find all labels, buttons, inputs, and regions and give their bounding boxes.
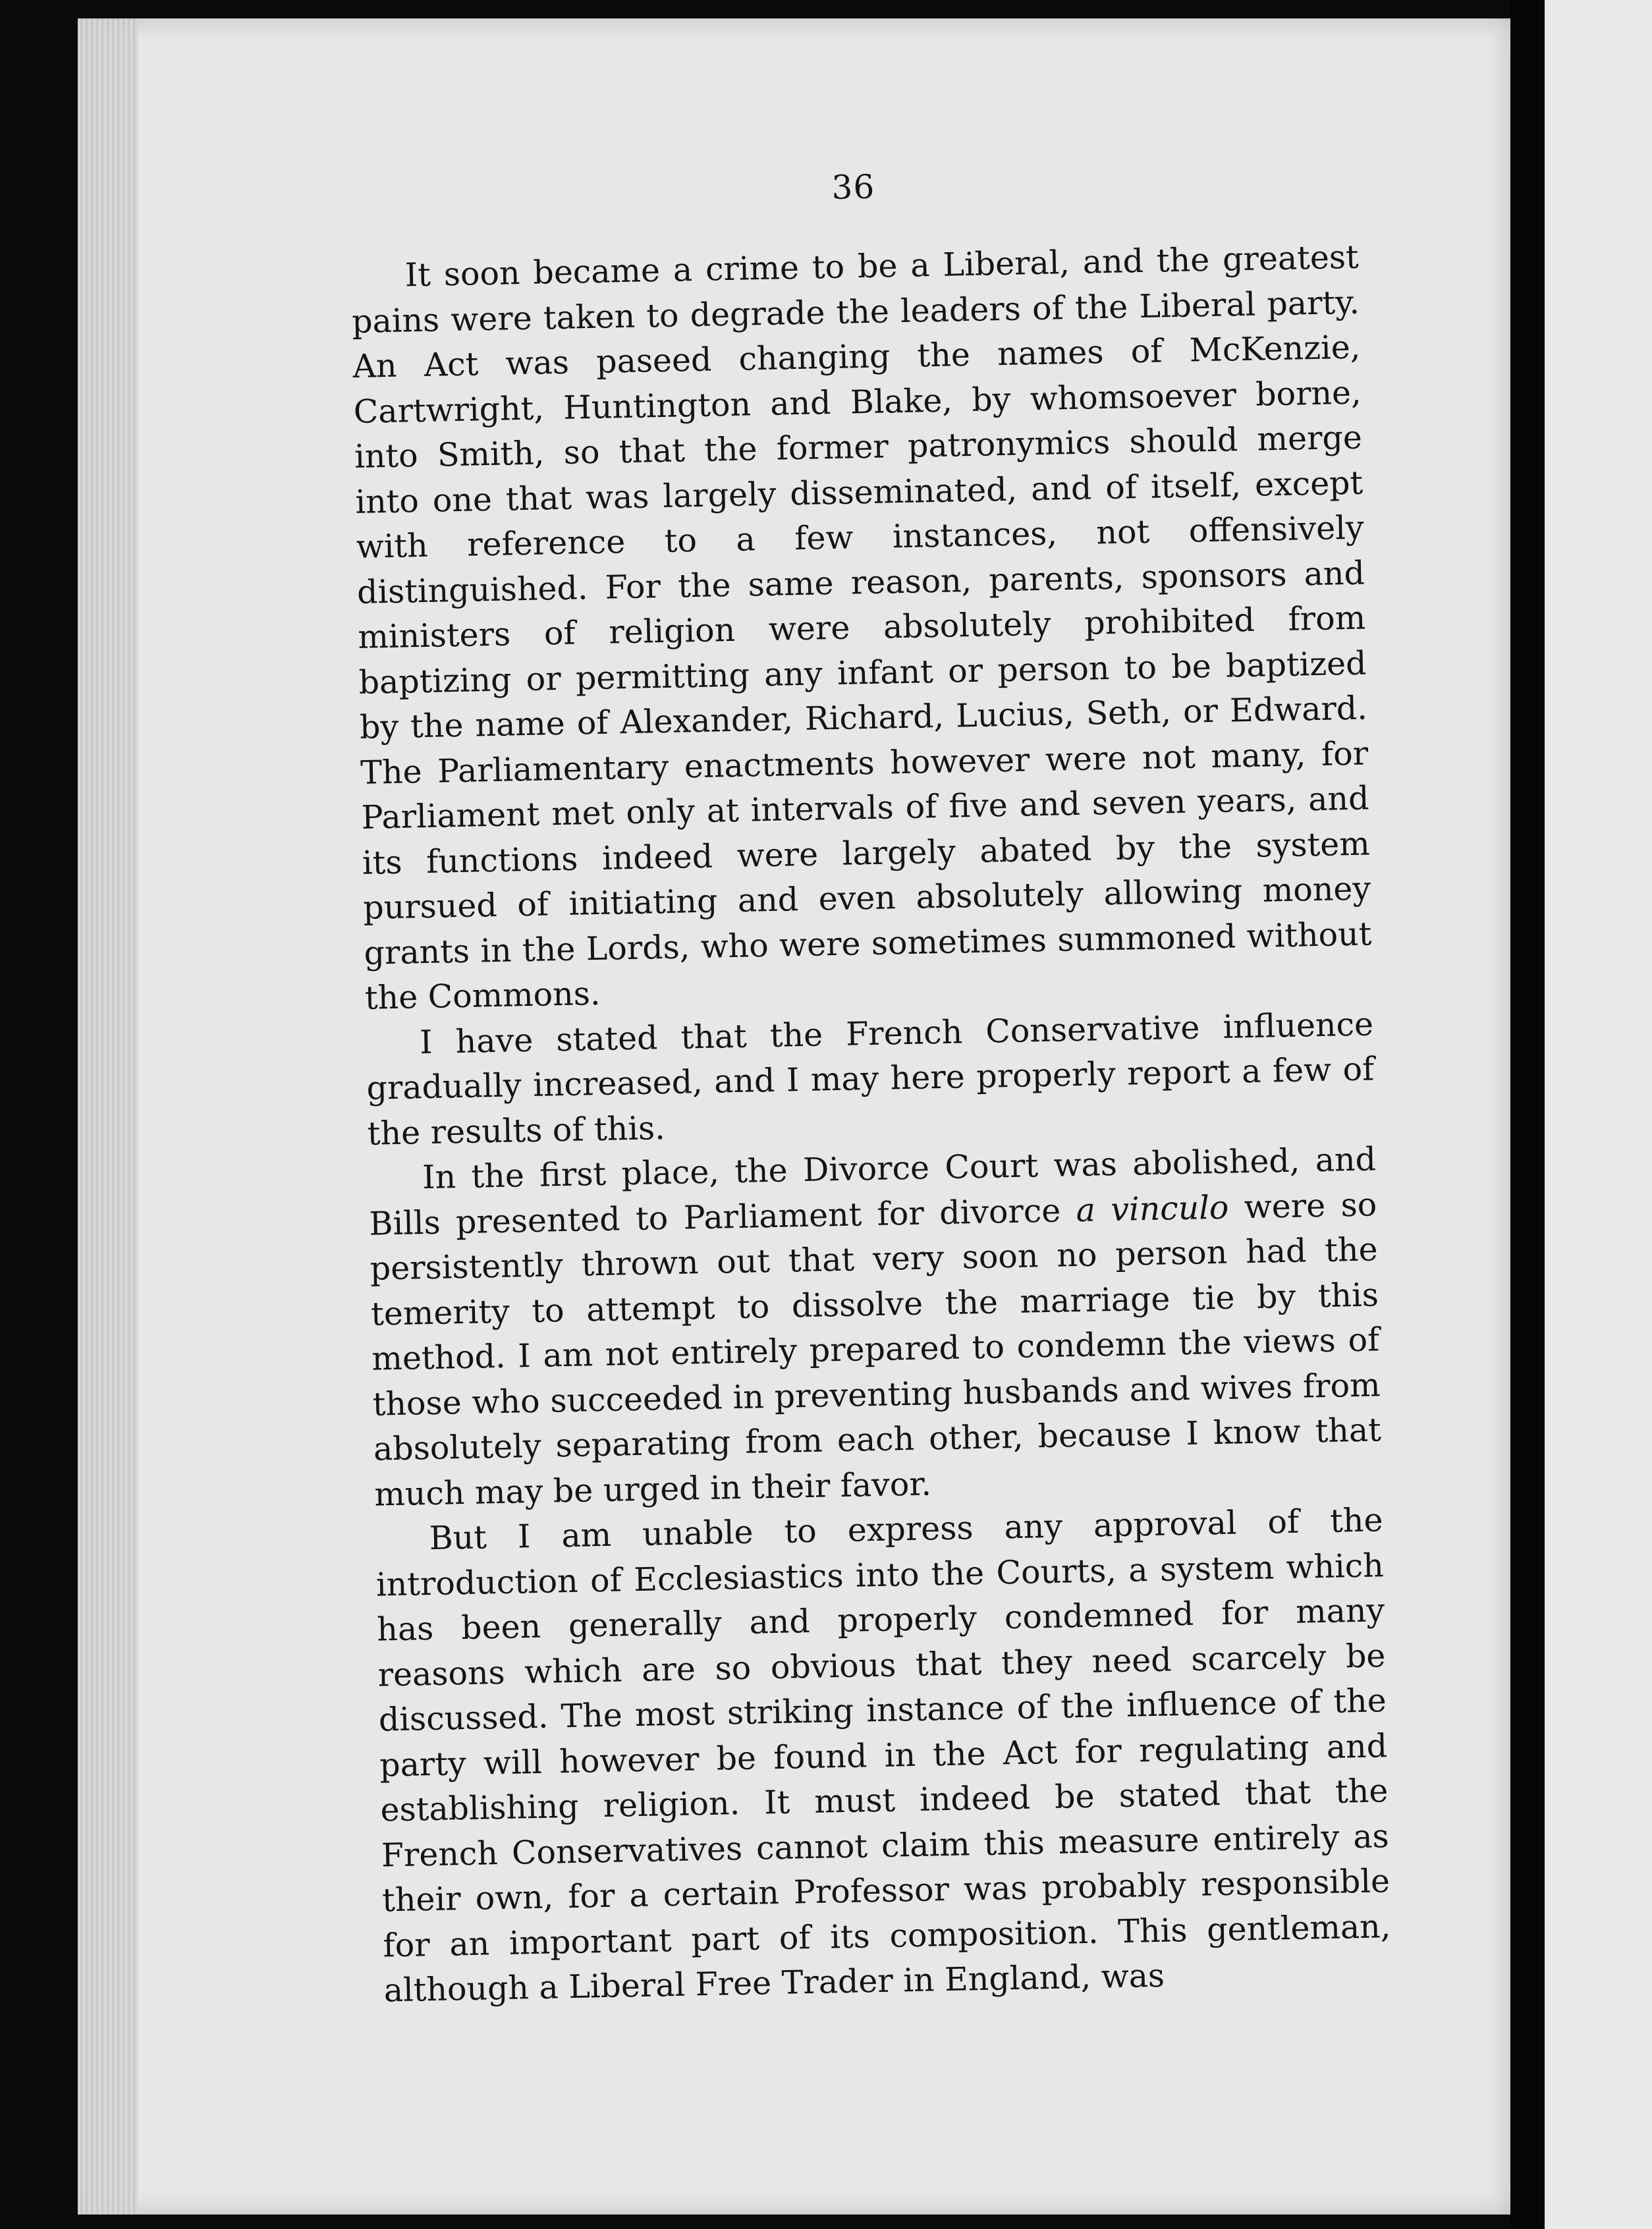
paragraph-2: I have stated that the French Conservative influence gradually increased, and I may here properly report a few of the results of this. — [366, 1004, 1375, 1153]
paragraph-3-after: were so persistently thrown out that very soon no person had the temerity to attempt to dissolve the marriage tie by this method. I am not entirely prepared to condemn the views of those who succeeded in preventing husbands and wives from absolutely separating from each other, because I know that much may be urged in their favor. — [370, 1185, 1382, 1514]
adjacent-page — [1545, 0, 1652, 2229]
page-edge-stack — [78, 18, 138, 2215]
paragraph-3 — [368, 1137, 1383, 1517]
paragraph-4: But I am unable to express any approval of the introduction of Ecclesiastics into the Courts, a system which has been generally and properly condemned for many reasons which are so obvious that they need scarcely be discussed. The most striking instance of the influence of the party will however be found in the Act for regulating and establishing religion. It must indeed be stated that the French Conservatives cannot claim this measure entirely as their own, for a certain Professor was probably responsible for an important part of its composition. This gentleman, although a Liberal Free Trader in England, was — [375, 1501, 1391, 2010]
page-text-block — [349, 159, 1392, 2014]
page-number: 36 — [831, 167, 875, 207]
paragraph-3-italic: a vinculo — [1076, 1188, 1229, 1229]
paragraph-3-before: In the first place, the Divorce Court was abolished, and Bills presented to Parliament for divorce — [368, 1140, 1377, 1243]
paragraph-1: It soon became a crime to be a Liberal, and the greatest pains were taken to degrade the leaders of the Liberal party. An Act was paseed changing the names of McKenzie, Cartwright, Huntington and Blake, by whomsoever borne, into Smith, so that the former patronymics should merge into one that was largely disseminated, and of itself, except with reference to a few instances, not offensively distinguished. For the same reason, parents, sponsors and ministers of religion were absolutely prohibited from baptizing or permitting any infant or person to be baptized by the name of Alexander, Richard, Lucius, Seth, or Edward. The Parliamentary enactments however were not many, for Parliament met only at intervals of five and seven years, and its functions indeed were largely abated by the system pursued of initiating and even absolutely allowing money grants in the Lords, who were sometimes summoned without the Commons. — [351, 238, 1372, 1017]
book-gutter — [1510, 0, 1545, 2229]
